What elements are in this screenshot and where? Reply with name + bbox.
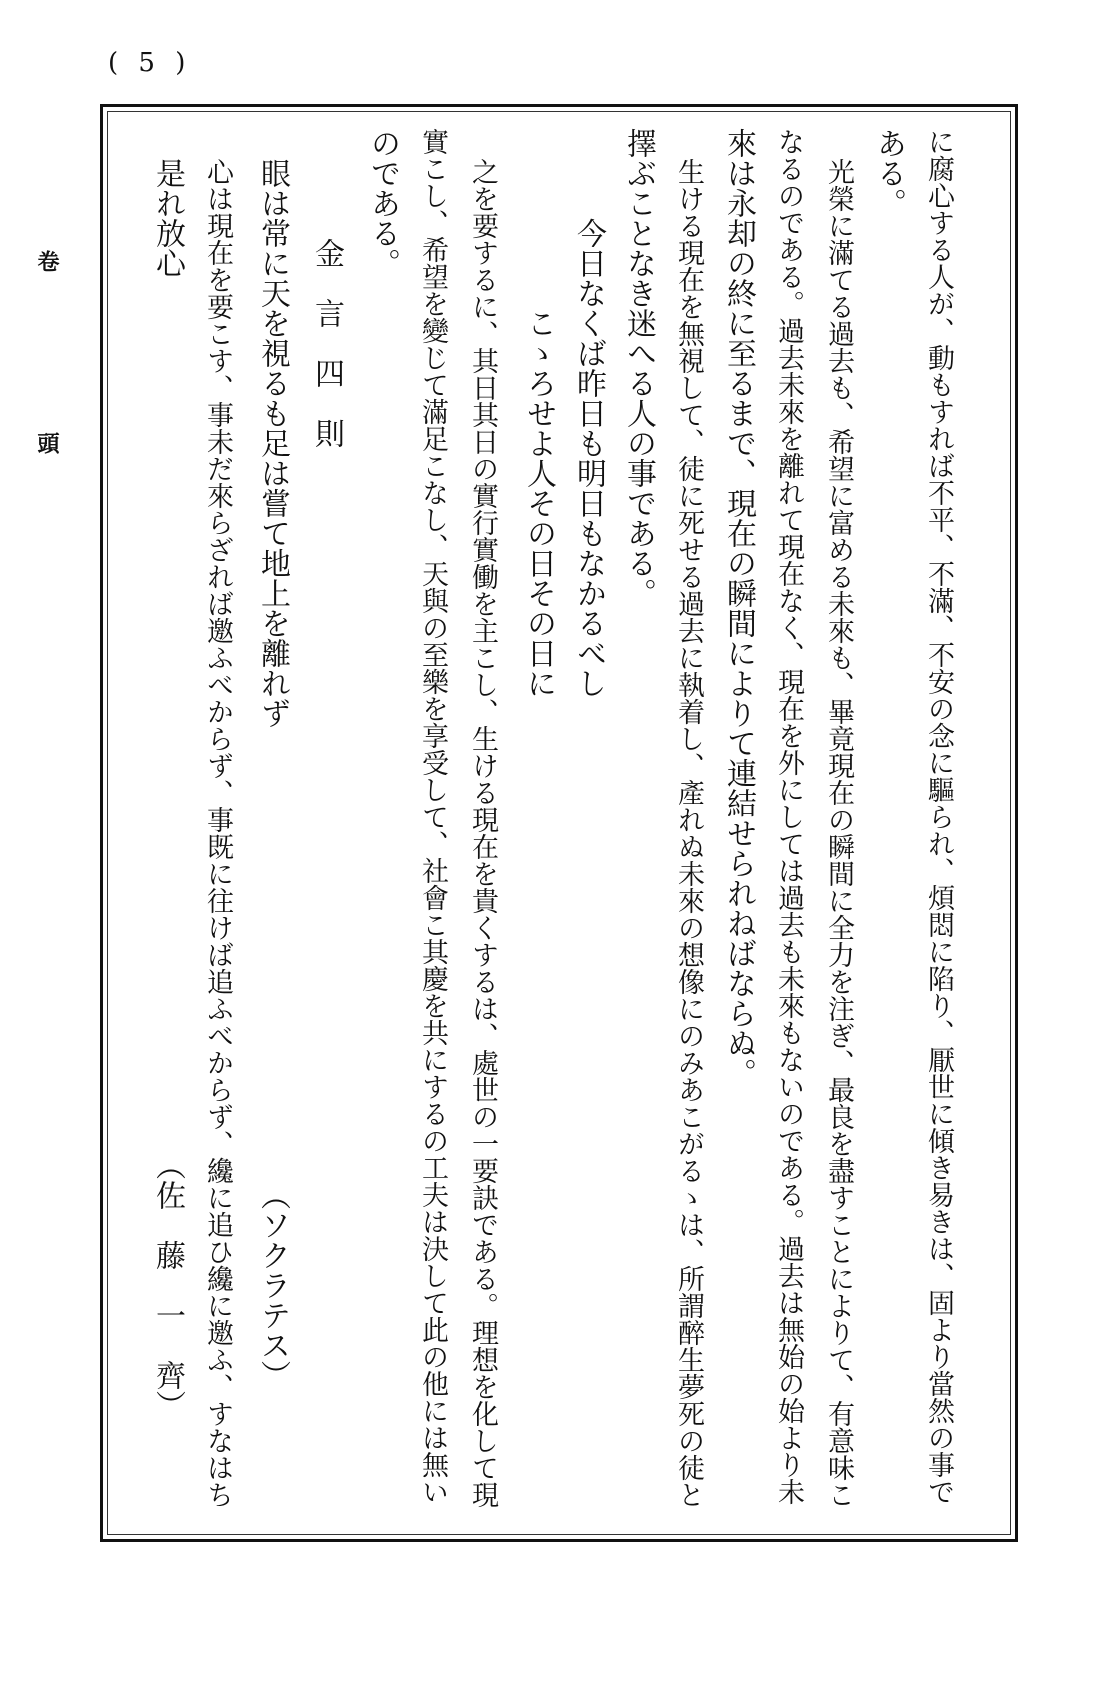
text-column: 擇ぶことなき迷へる人の事である。 [621,128,656,608]
quote-line: 眼は常に天を視るも足は嘗て地上を離れず [255,158,290,728]
poem-line: 今日なくば昨日も明日もなかるべし [571,218,606,698]
poem-line: こゝろせよ人その日その日に [521,308,556,698]
attribution: （佐 藤 一 齊） [150,1150,185,1420]
section-heading: 金 言 四 則 [309,238,344,448]
text-column: 生ける現在を無視して、徒に死せる過去に執着し、產れぬ未來の想像にのみあこがるゝは、所謂醉生夢死の徒と [673,158,704,1508]
page-frame [100,104,1018,1542]
quote-line: 是れ放心 [150,158,185,278]
quote-line: 心は現在を要こす、事未だ來らざれば邀ふべからず、事既に往けば追ふべからず、纔に追ひ纔に邀ふ、すなはち [202,158,233,1508]
text-column: 光榮に滿てる過去も、希望に富める未來も、畢竟現在の瞬間に全力を注ぎ、最良を盡すことによりて、有意味こ [823,158,854,1508]
page-number: ( 5 ) [108,48,192,78]
text-column: のである。 [365,128,400,278]
attribution: （ソクラテス） [255,1180,290,1390]
text-column: 之を要するに、其日其日の實行實働を主こし、生ける現在を貴くするは、處世の一要訣である。理想を化して現 [467,158,498,1508]
text-column: 實こし、希望を變じて滿足こなし、天與の至樂を享受して、社會こ其慶を共にするの工夫は決して此の他には無い [417,128,448,1505]
text-column: なるのである。過去未來を離れて現在なく、現在を外にしては過去も未來もないのである。過去は無始の始より未 [773,128,804,1505]
text-column: 來は永却の終に至るまで、現在の瞬間によりて連結せられねばならぬ。 [721,128,756,1088]
text-column: ある。 [871,128,906,218]
text-column: に腐心する人が、動もすれば不平、不滿、不安の念に驅られ、煩悶に陷り、厭世に傾き易きは、固より當然の事で [923,128,954,1505]
margin-header: 卷頭 [34,250,60,614]
